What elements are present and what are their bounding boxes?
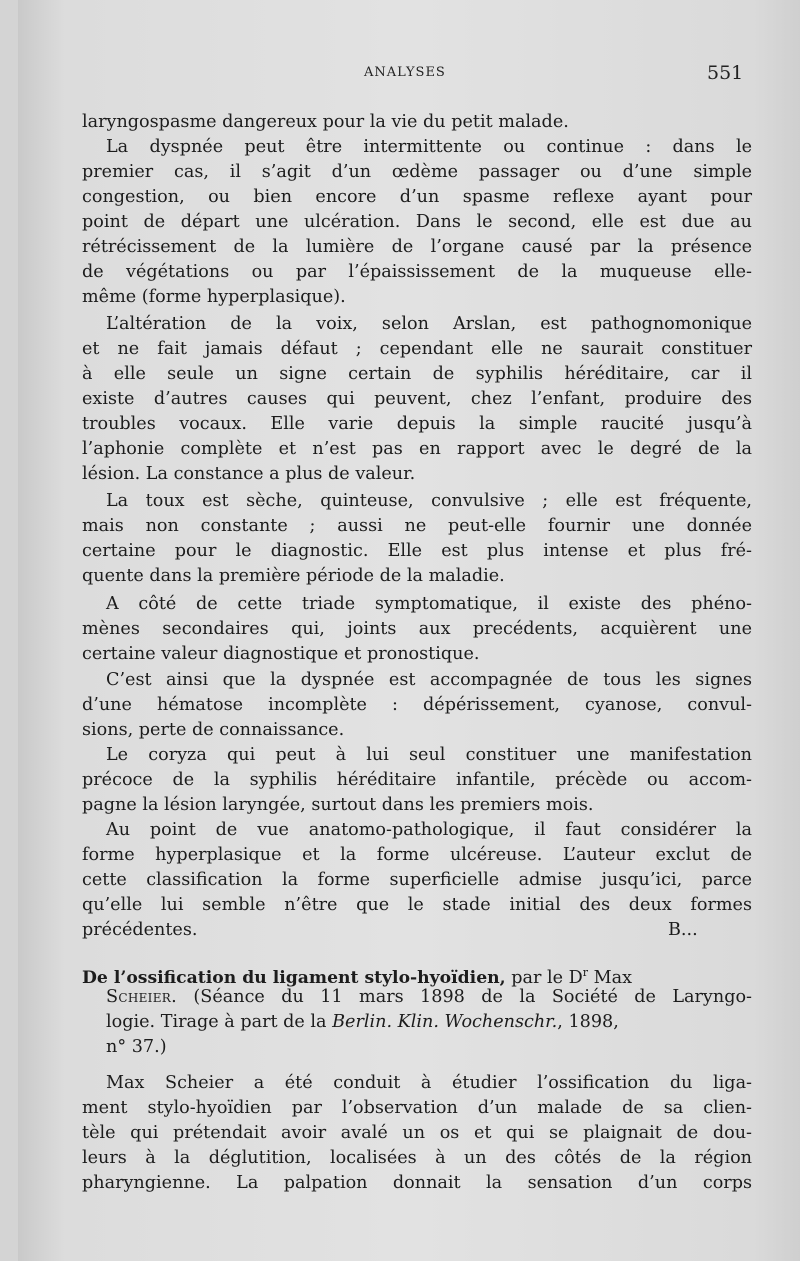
text-line: premier cas, il s’agit d’un œdème passager ou d’une simple	[82, 162, 752, 182]
text-line: tèle qui prétendait avoir avalé un os et qui se plaignait de dou-	[82, 1123, 752, 1143]
text-line: même (forme hyperplasique).	[82, 287, 346, 307]
text-line: certaine valeur diagnostique et pronostique.	[82, 644, 480, 664]
text-line: forme hyperplasique et la forme ulcéreuse. L’auteur exclut de	[82, 845, 752, 865]
text-line: ment stylo-hyoïdien par l’observation d’un malade de sa clien-	[82, 1098, 752, 1118]
article-heading	[82, 960, 782, 988]
text-line: L’altération de la voix, selon Arslan, est pathognomonique	[106, 314, 752, 334]
page-header	[0, 62, 800, 86]
text-line: C’est ainsi que la dyspnée est accompagnée de tous les signes	[106, 670, 752, 690]
text-line: de végétations ou par l’épaississement de la muqueuse elle-	[82, 262, 752, 282]
signature: B...	[668, 920, 698, 940]
text-line: quente dans la première période de la maladie.	[82, 566, 505, 586]
page-number: 551	[707, 62, 744, 84]
text-line: La dyspnée peut être intermittente ou continue : dans le	[106, 137, 752, 157]
text-line: précoce de la syphilis héréditaire infantile, précède ou accom-	[82, 770, 752, 790]
text-line: existe d’autres causes qui peuvent, chez l’enfant, produire des	[82, 389, 752, 409]
text-line: point de départ une ulcération. Dans le second, elle est due au	[82, 212, 752, 232]
article-issue: n° 37.)	[106, 1037, 167, 1057]
text-line: leurs à la déglutition, localisées à un des côtés de la région	[82, 1148, 752, 1168]
text-line: qu’elle lui semble n’être que le stade initial des deux formes	[82, 895, 752, 915]
article-source-1: (Séance du 11 mars 1898 de la Société de Laryngo-	[193, 987, 753, 1007]
text-line: certaine pour le diagnostic. Elle est plus intense et plus fré-	[82, 541, 752, 561]
text-line: mènes secondaires qui, joints aux precédents, acquièrent une	[82, 619, 752, 639]
article-source-line	[106, 985, 752, 1010]
text-line: laryngospasme dangereux pour la vie du petit malade.	[82, 112, 569, 132]
text-line: Max Scheier a été conduit à étudier l’ossification du liga-	[106, 1073, 752, 1093]
text-line: et ne fait jamais défaut ; cependant elle ne saurait constituer	[82, 339, 752, 359]
text-line: Au point de vue anatomo-pathologique, il faut considérer la	[106, 820, 752, 840]
text-line: congestion, ou bien encore d’un spasme reflexe ayant pour	[82, 187, 752, 207]
text-line: La toux est sèche, quinteuse, convulsive ; elle est fréquente,	[106, 491, 752, 511]
text-line: d’une hématose incomplète : dépérissement, cyanose, convul-	[82, 695, 752, 715]
article-source-2a: logie. Tirage à part de la	[106, 1012, 327, 1032]
author-last-name: Scheier.	[106, 987, 177, 1007]
text-line: sions, perte de connaissance.	[82, 720, 345, 740]
author-first-name: Max	[593, 967, 633, 988]
text-line: précédentes.	[82, 920, 198, 940]
text-line: rétrécissement de la lumière de l’organe causé par la présence	[82, 237, 752, 257]
text-line: mais non constante ; aussi ne peut-elle fournir une donnée	[82, 516, 752, 536]
doctor-abbrev: $D^r$	[568, 966, 588, 988]
text-line: A côté de cette triade symptomatique, il existe des phéno-	[106, 594, 752, 614]
text-line: l’aphonie complète et n’est pas en rapport avec le degré de la	[82, 439, 752, 459]
article-by: par le	[511, 967, 564, 988]
text-line: Le coryza qui peut à lui seul constituer une manifestation	[106, 745, 752, 765]
running-head: ANALYSES	[364, 65, 446, 80]
text-line: cette classification la forme superficielle admise jusqu’ici, parce	[82, 870, 752, 890]
article-title: De l’ossification du ligament stylo-hyoïdien,	[82, 967, 506, 988]
article-source-2b: , 1898,	[557, 1012, 619, 1032]
article-source-line	[106, 1010, 752, 1035]
text-line: lésion. La constance a plus de valeur.	[82, 464, 416, 484]
journal-name: Berlin. Klin. Wochenschr.	[332, 1012, 558, 1032]
text-line: pagne la lésion laryngée, surtout dans les premiers mois.	[82, 795, 594, 815]
text-line: pharyngienne. La palpation donnait la sensation d’un corps	[82, 1173, 752, 1193]
text-line: troubles vocaux. Elle varie depuis la simple raucité jusqu’à	[82, 414, 752, 434]
text-line: à elle seule un signe certain de syphilis héréditaire, car il	[82, 364, 752, 384]
